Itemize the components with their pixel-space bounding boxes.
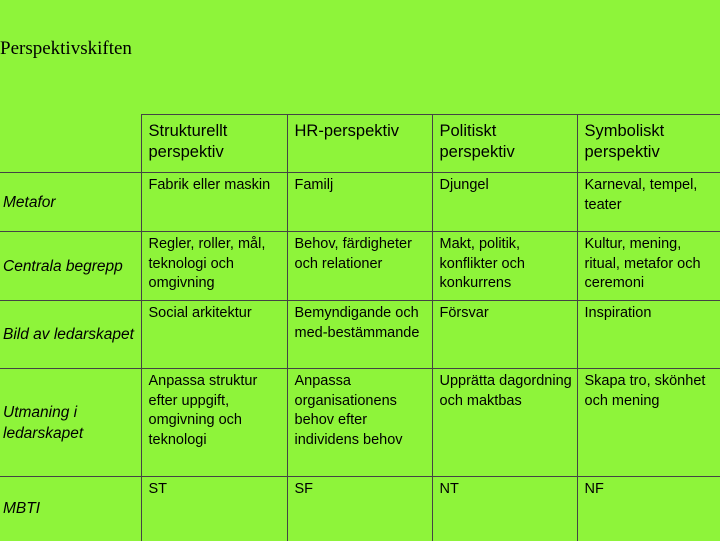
row-label: Bild av ledarskapet xyxy=(0,301,141,369)
table-cell: Behov, färdigheter och relationer xyxy=(287,232,432,301)
table-row xyxy=(0,369,720,477)
table-cell: Bemyndigande och med-bestämmande xyxy=(287,301,432,369)
row-label: MBTI xyxy=(0,477,141,541)
table-cell: Fabrik eller maskin xyxy=(141,173,287,232)
page-title: Perspektivskiften xyxy=(0,38,132,59)
row-label: Utmaning i ledarskapet xyxy=(0,369,141,477)
header-cell: Politiskt perspektiv xyxy=(432,115,577,173)
table-row xyxy=(0,301,720,369)
table-cell: Inspiration xyxy=(577,301,720,369)
table-cell: Social arkitektur xyxy=(141,301,287,369)
table-cell: Upprätta dagordning och maktbas xyxy=(432,369,577,477)
table-cell: Djungel xyxy=(432,173,577,232)
header-cell: HR-perspektiv xyxy=(287,115,432,173)
table-cell: SF xyxy=(287,477,432,541)
header-row xyxy=(0,115,720,173)
table-row xyxy=(0,173,720,232)
table-cell: ST xyxy=(141,477,287,541)
table-cell: Karneval, tempel, teater xyxy=(577,173,720,232)
row-label: Metafor xyxy=(0,173,141,232)
table-cell: Skapa tro, skönhet och mening xyxy=(577,369,720,477)
perspectives-table xyxy=(0,114,720,541)
header-cell: Symboliskt perspektiv xyxy=(577,115,720,173)
corner-cell xyxy=(0,115,141,173)
table-cell: Regler, roller, mål, teknologi och omgivning xyxy=(141,232,287,301)
header-cell: Strukturellt perspektiv xyxy=(141,115,287,173)
table-row xyxy=(0,477,720,541)
table-cell: Försvar xyxy=(432,301,577,369)
table-cell: Makt, politik, konflikter och konkurrens xyxy=(432,232,577,301)
table-cell: Anpassa organisationens behov efter individens behov xyxy=(287,369,432,477)
table-cell: Anpassa struktur efter uppgift, omgivning och teknologi xyxy=(141,369,287,477)
table-cell: NT xyxy=(432,477,577,541)
table-cell: Kultur, mening, ritual, metafor och ceremoni xyxy=(577,232,720,301)
table-row xyxy=(0,232,720,301)
table-cell: Familj xyxy=(287,173,432,232)
table-cell: NF xyxy=(577,477,720,541)
row-label: Centrala begrepp xyxy=(0,232,141,301)
